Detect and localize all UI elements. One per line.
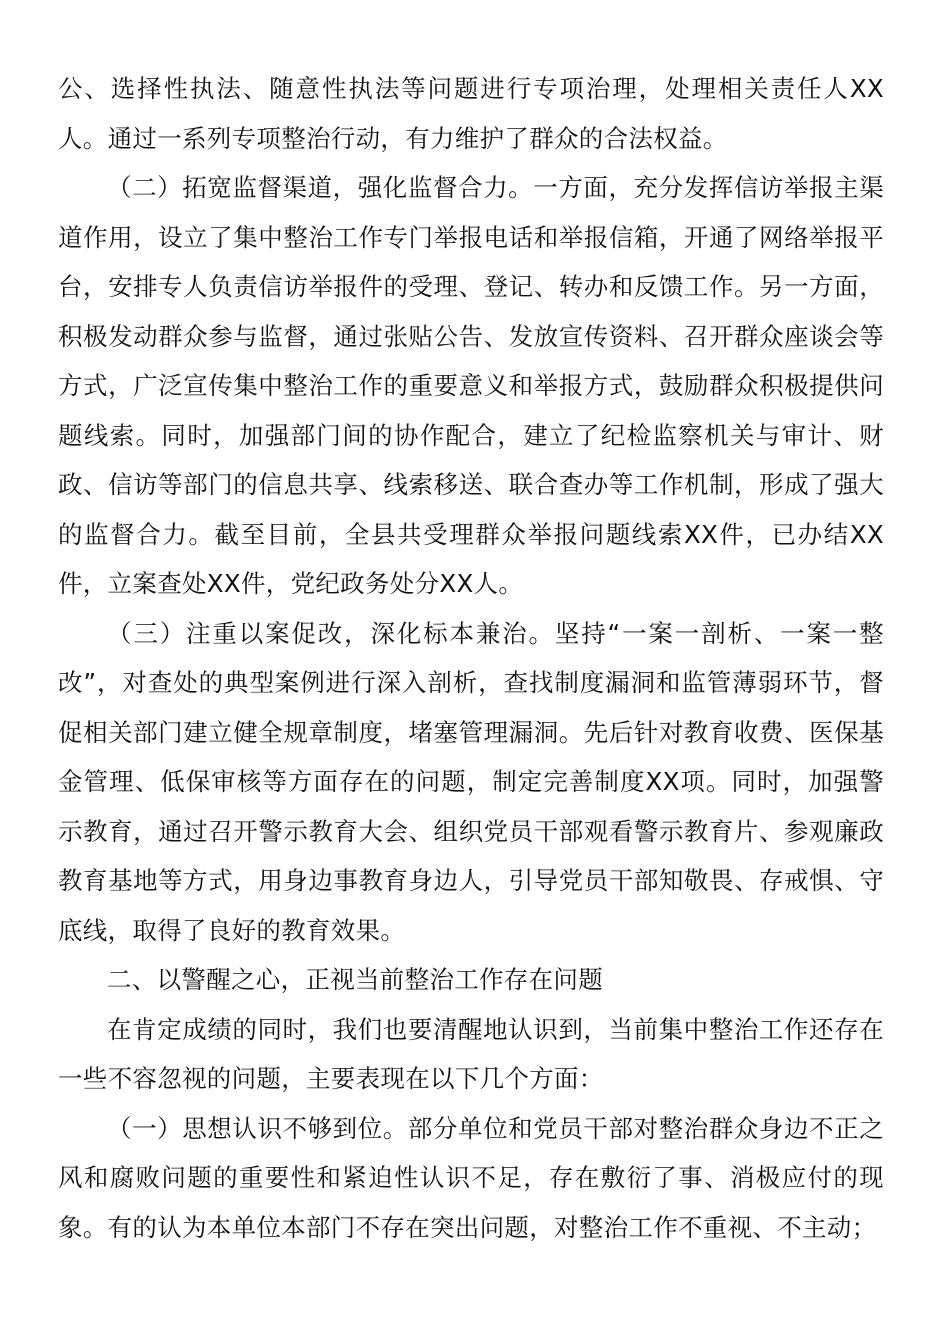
- paragraph-problems-intro: 在肯定成绩的同时，我们也要清醒地认识到，当前集中整治工作还存在一些不容忽视的问题，主要表现在以下几个方面：: [58, 1014, 884, 1093]
- document-page: [58, 64, 884, 1252]
- paragraph-case-reform: （三）注重以案促改，深化标本兼治。坚持“一案一剖析、一案一整改”，对查处的典型案例进行深入剖析，查找制度漏洞和监管薄弱环节，督促相关部门建立健全规章制度，堵塞管理漏洞。先后针对教育收费、医保基金管理、低保审核等方面存在的问题，制定完善制度XX项。同时，加强警示教育，通过召开警示教育大会、组织党员干部观看警示教育片、参观廉政教育基地等方式，用身边事教育身边人，引导党员干部知敬畏、存戒惧、守底线，取得了良好的教育效果。: [58, 618, 884, 945]
- paragraph-supervision-channels: （二）拓宽监督渠道，强化监督合力。一方面，充分发挥信访举报主渠道作用，设立了集中整治工作专门举报电话和举报信箱，开通了网络举报平台，安排专人负责信访举报件的受理、登记、转办和反馈工作。另一方面，积极发动群众参与监督，通过张贴公告、发放宣传资料、召开群众座谈会等方式，广泛宣传集中整治工作的重要意义和举报方式，鼓励群众积极提供问题线索。同时，加强部门间的协作配合，建立了纪检监察机关与审计、财政、信访等部门的信息共享、线索移送、联合查办等工作机制，形成了强大的监督合力。截至目前，全县共受理群众举报问题线索XX件，已办结XX件，立案查处XX件，党纪政务处分XX人。: [58, 173, 884, 598]
- paragraph-ideological-awareness: （一）思想认识不够到位。部分单位和党员干部对整治群众身边不正之风和腐败问题的重要性和紧迫性认识不足，存在敷衍了事、消极应付的现象。有的认为本单位本部门不存在突出问题，对整治工作不重视、不主动；: [58, 1113, 884, 1242]
- section-heading-problems: 二、以警醒之心，正视当前整治工作存在问题: [107, 965, 603, 994]
- paragraph-continuation: 公、选择性执法、随意性执法等问题进行专项治理，处理相关责任人XX人。通过一系列专项整治行动，有力维护了群众的合法权益。: [58, 74, 884, 153]
